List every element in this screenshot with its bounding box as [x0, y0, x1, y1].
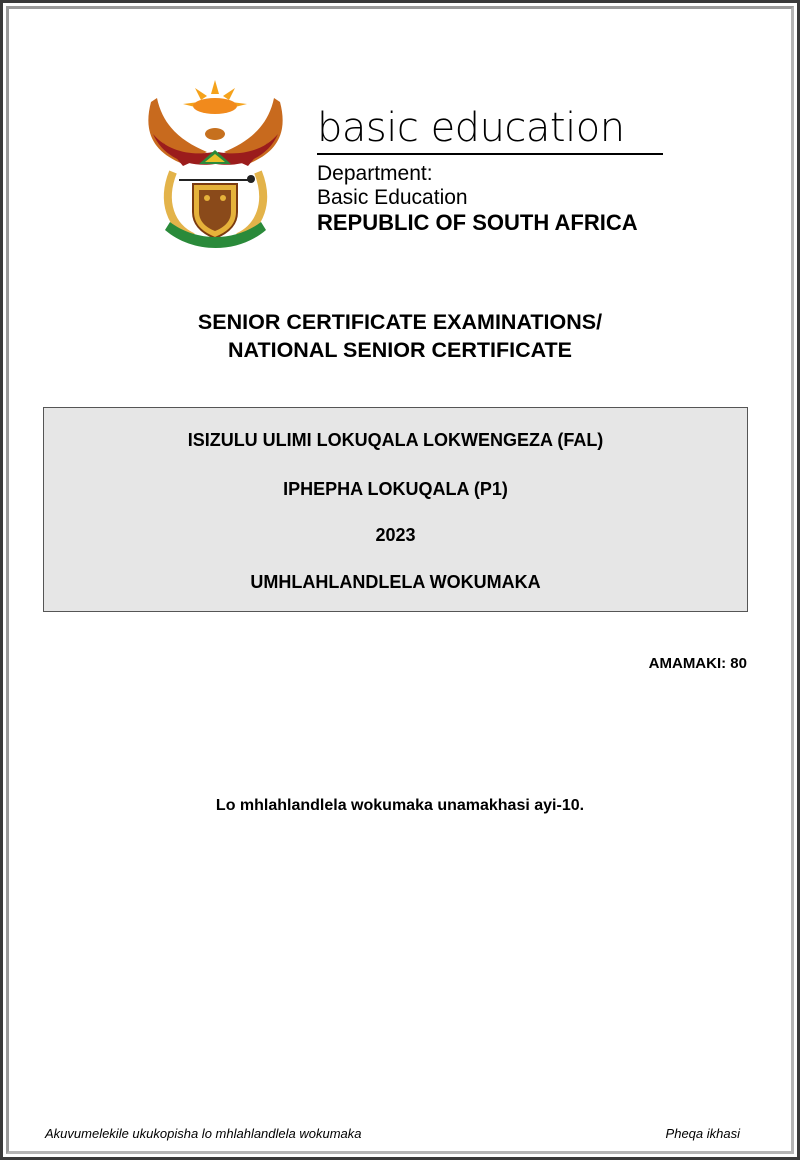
- department-line2: Basic Education: [317, 186, 468, 209]
- copyright-notice: Akuvumelekile ukukopisha lo mhlahlandlela wokumaka: [45, 1126, 362, 1141]
- subject-title: ISIZULU ULIMI LOKUQALA LOKWENGEZA (FAL): [187, 430, 604, 450]
- turn-page-note: Pheqa ikhasi: [665, 1126, 740, 1141]
- exam-heading-line2: NATIONAL SENIOR CERTIFICATE: [228, 338, 572, 362]
- sun-icon: [183, 80, 247, 114]
- department-line1: Department:: [317, 162, 433, 185]
- page-count-note: Lo mhlahlandlela wokumaka unamakhasi ayi-10.: [215, 797, 585, 814]
- exam-heading-line1: SENIOR CERTIFICATE EXAMINATIONS/: [197, 310, 603, 334]
- brand-title: basic education: [317, 105, 625, 151]
- paper-title: IPHEPHA LOKUQALA (P1): [283, 479, 508, 499]
- title-box: [43, 407, 748, 612]
- country-name: REPUBLIC OF SOUTH AFRICA: [317, 210, 638, 235]
- department-name: [317, 162, 468, 210]
- brand-divider: [317, 153, 663, 155]
- total-marks: AMAMAKI: 80: [648, 655, 747, 672]
- brand-wordmark: [317, 104, 625, 152]
- exam-year: 2023: [375, 525, 416, 545]
- exam-heading: [0, 308, 800, 364]
- coat-of-arms-logo: [143, 72, 288, 248]
- document-type: UMHLAHLANDLELA WOKUMAKA: [250, 572, 541, 592]
